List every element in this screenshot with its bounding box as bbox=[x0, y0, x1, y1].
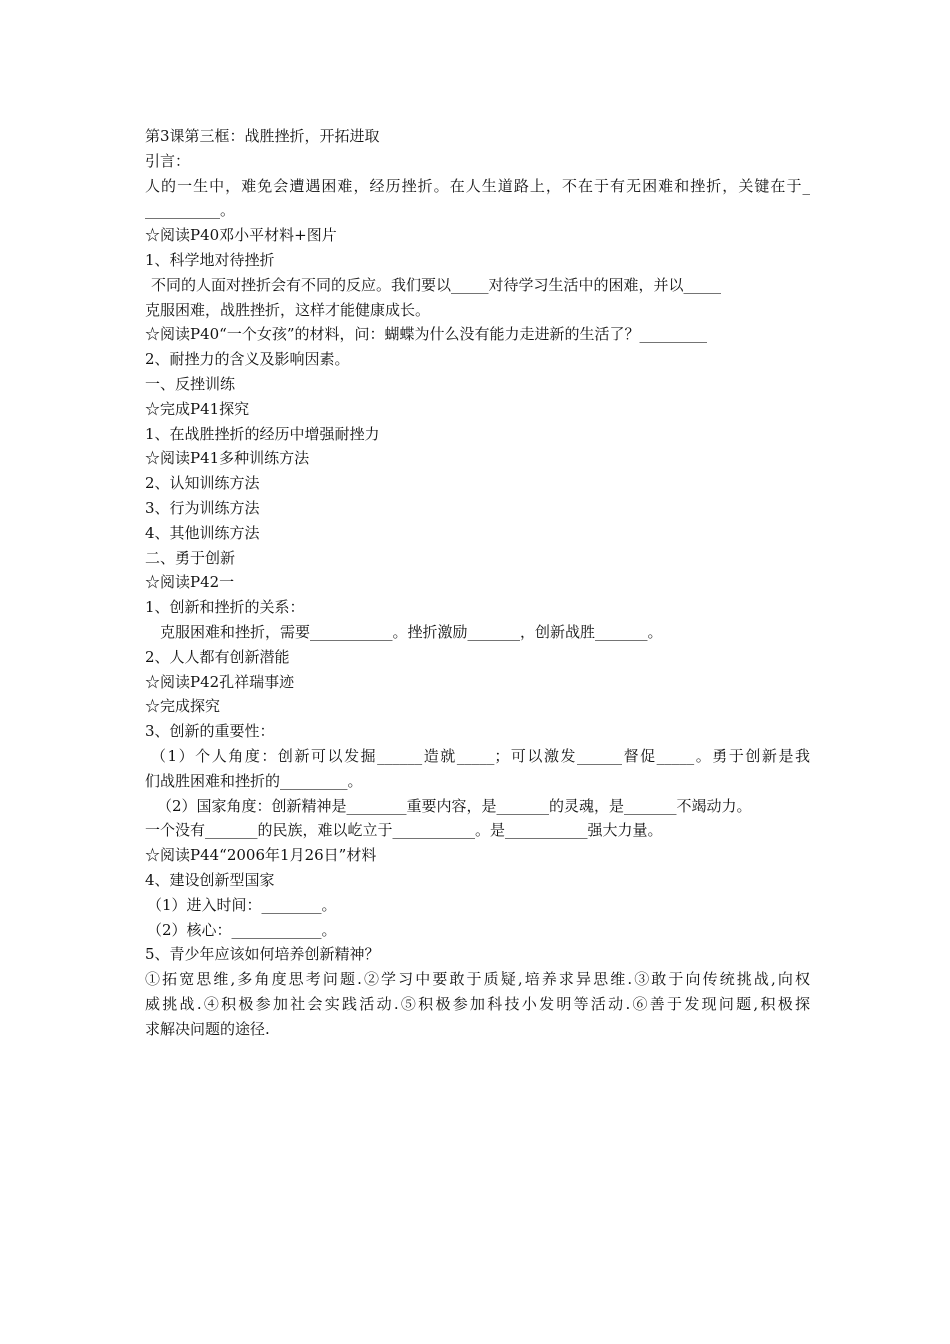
section-1-text-line-1: 不同的人面对挫折会有不同的反应。我们要以_____对待学习生活中的困难，并以_____ bbox=[151, 275, 722, 294]
intro-heading: 引言： bbox=[145, 151, 191, 170]
national-angle-line-2: 一个没有_______的民族，难以屹立于___________。是___________强大力量。 bbox=[145, 821, 663, 840]
lesson-content bbox=[145, 124, 810, 1041]
intro-text-line-1: 人的一生中，难免会遭遇困难，经历挫折。在人生道路上，不在于有无困难和挫折，关键在于_ bbox=[145, 176, 810, 195]
training-item-2: 2、认知训练方法 bbox=[145, 474, 260, 493]
reading-note-p40-girl: ☆阅读P40“一个女孩”的材料，问：蝴蝶为什么没有能力走进新的生活了？_________ bbox=[145, 325, 708, 344]
training-item-4: 4、其他训练方法 bbox=[145, 523, 260, 542]
national-angle-line-1: （2）国家角度：创新精神是________重要内容，是_______的灵魂，是_______不竭动力。 bbox=[157, 796, 752, 815]
innovation-item-1: 1、创新和挫折的关系： bbox=[145, 598, 305, 617]
innovation-item-2: 2、人人都有创新潜能 bbox=[145, 647, 290, 666]
innovation-item-4: 4、建设创新型国家 bbox=[145, 870, 275, 889]
section-2-heading: 2、耐挫力的含义及影响因素。 bbox=[145, 350, 350, 369]
part-1-heading: 一、反挫训练 bbox=[145, 374, 236, 393]
core-line: （2）核心：____________。 bbox=[147, 920, 337, 939]
section-1-heading: 1、科学地对待挫折 bbox=[145, 250, 275, 269]
cultivation-line-2: 威挑战.④积极参加社会实践活动.⑤积极参加科技小发明等活动.⑥善于发现问题,积极探 bbox=[145, 994, 810, 1013]
lesson-title: 第3课第三框：战胜挫折，开拓进取 bbox=[145, 127, 380, 145]
part-2-heading: 二、勇于创新 bbox=[145, 548, 236, 567]
intro-text-line-2: __________。 bbox=[145, 201, 236, 220]
innovation-item-5: 5、青少年应该如何培养创新精神？ bbox=[145, 945, 380, 964]
reading-note-p40-deng: ☆阅读P40邓小平材料+图片 bbox=[145, 226, 337, 245]
reading-note-p42-kong: ☆阅读P42孔祥瑞事迹 bbox=[145, 672, 295, 691]
task-note-explore: ☆完成探究 bbox=[145, 697, 221, 716]
innovation-item-1-text: 克服困难和挫折，需要___________。挫折激励_______，创新战胜_______。 bbox=[160, 622, 663, 641]
entry-time-line: （1）进入时间：________。 bbox=[147, 895, 337, 914]
training-item-1: 1、在战胜挫折的经历中增强耐挫力 bbox=[145, 424, 380, 443]
section-1-text-line-2: 克服困难，战胜挫折，这样才能健康成长。 bbox=[145, 300, 431, 319]
individual-angle-line-2: 们战胜困难和挫折的_________。 bbox=[145, 771, 363, 790]
reading-note-p44: ☆阅读P44“2006年1月26日”材料 bbox=[145, 846, 377, 865]
cultivation-line-1: ①拓宽思维,多角度思考问题.②学习中要敢于质疑,培养求异思维.③敢于向传统挑战,向权 bbox=[145, 970, 810, 989]
individual-angle-line-1: （1）个人角度：创新可以发掘______造就_____；可以激发______督促_____。勇于创新是我 bbox=[151, 746, 810, 765]
task-note-p41: ☆完成P41探究 bbox=[145, 399, 250, 418]
reading-note-p41: ☆阅读P41多种训练方法 bbox=[145, 449, 310, 468]
cultivation-line-3: 求解决问题的途径. bbox=[145, 1019, 270, 1038]
training-item-3: 3、行为训练方法 bbox=[145, 498, 260, 517]
reading-note-p42-1: ☆阅读P42一 bbox=[145, 573, 235, 592]
innovation-item-3: 3、创新的重要性： bbox=[145, 722, 275, 741]
